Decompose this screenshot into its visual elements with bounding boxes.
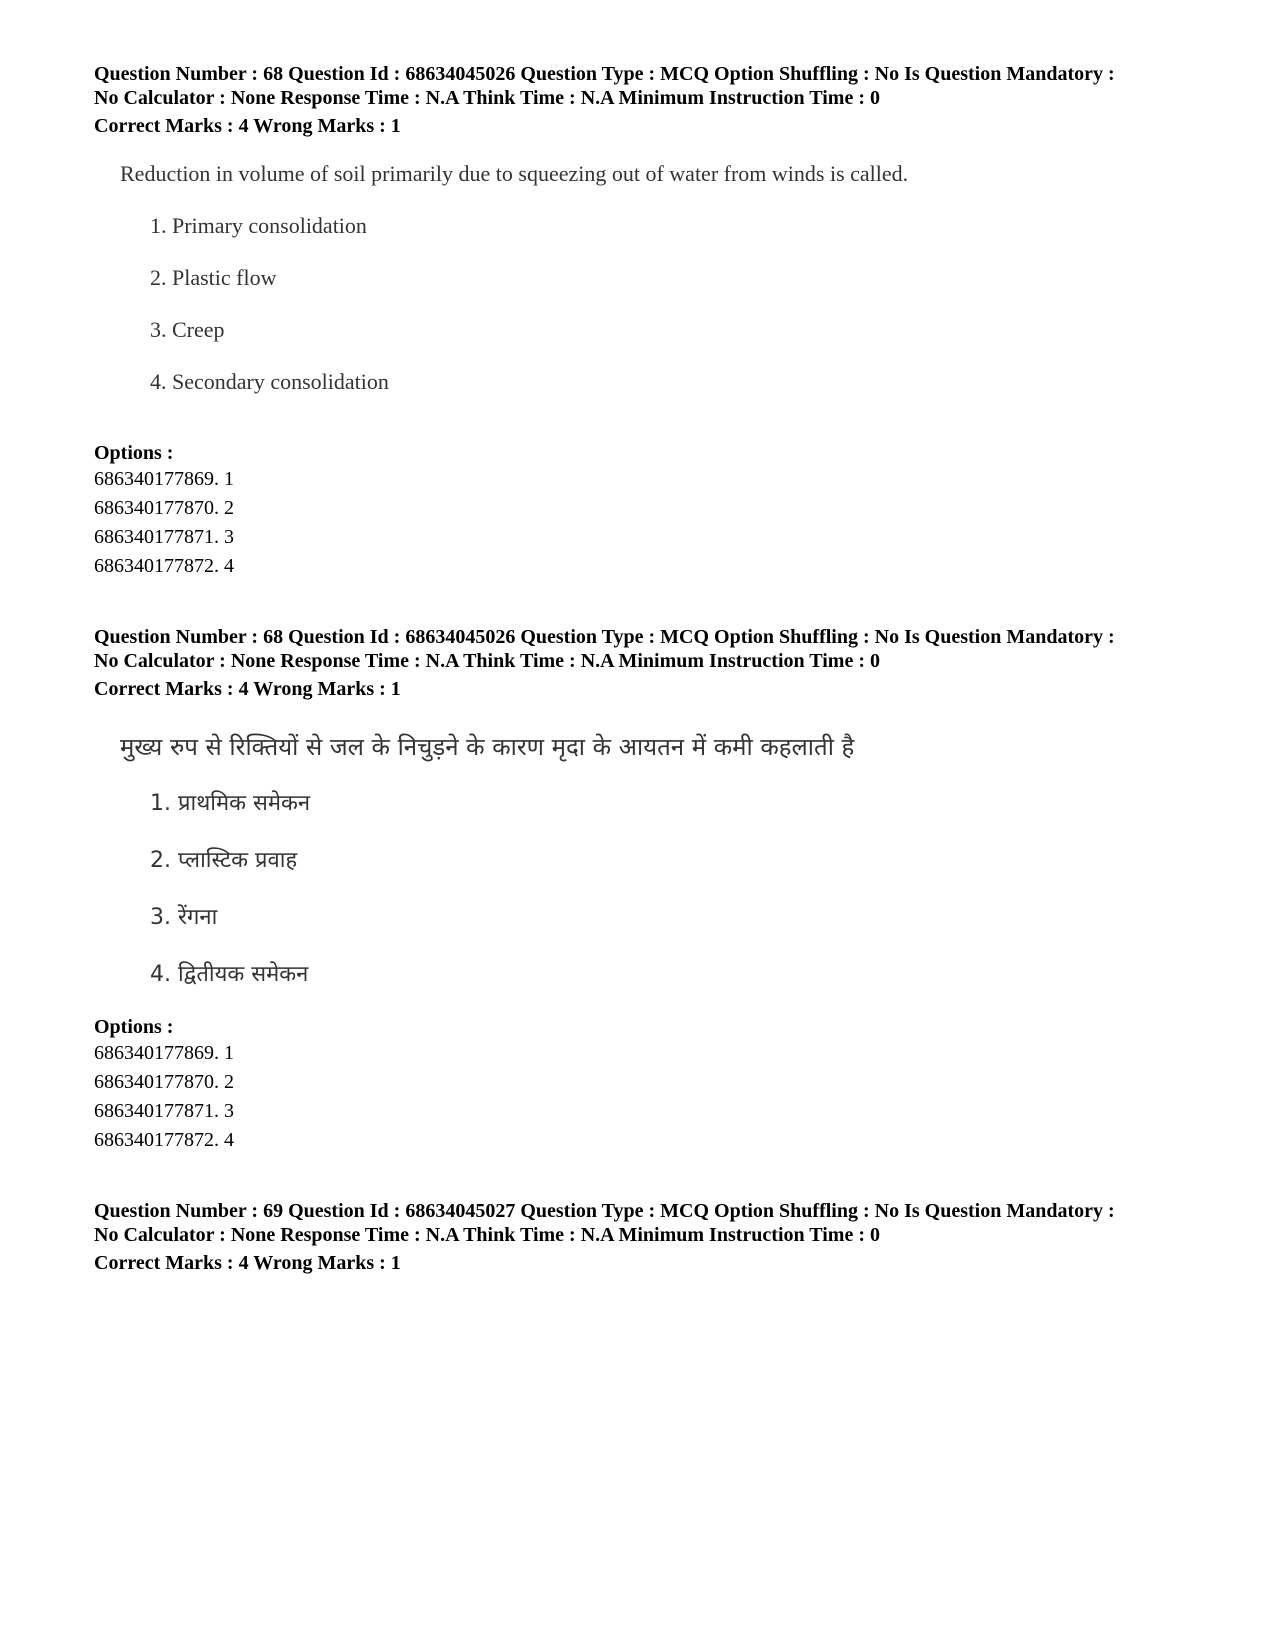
- question-stem: Reduction in volume of soil primarily due to squeezing out of water from winds is called.: [120, 161, 909, 186]
- options-label: Options :: [94, 442, 174, 464]
- option-item: 686340177871. 3: [94, 526, 234, 548]
- question-meta-line-1: Question Number : 68 Question Id : 68634045026 Question Type : MCQ Option Shuffling : No Is Question Mandatory :: [94, 63, 1115, 85]
- options-list-1: [94, 441, 234, 581]
- question-stem: मुख्य रुप से रिक्तियों से जल के निचुड़ने के कारण मृदा के आयतन में कमी कहलाती है: [120, 733, 855, 761]
- option-item: 686340177872. 4: [94, 1129, 234, 1151]
- option-item: 686340177870. 2: [94, 1071, 234, 1093]
- question-image-english: [94, 160, 1214, 396]
- question-choice-2: 2. Plastic flow: [150, 265, 277, 290]
- question-marks-line: Correct Marks : 4 Wrong Marks : 1: [94, 678, 401, 700]
- question-header-2: [94, 625, 1214, 701]
- question-meta-line-2: No Calculator : None Response Time : N.A Think Time : N.A Minimum Instruction Time : 0: [94, 87, 880, 109]
- question-meta-line-1: Question Number : 69 Question Id : 68634045027 Question Type : MCQ Option Shuffling : No Is Question Mandatory :: [94, 1200, 1115, 1222]
- question-choice-3: 3. रेंगना: [150, 905, 218, 930]
- question-meta-line-2: No Calculator : None Response Time : N.A Think Time : N.A Minimum Instruction Time : 0: [94, 1224, 880, 1246]
- option-item: 686340177871. 3: [94, 1100, 234, 1122]
- question-choice-4: 4. द्वितीयक समेकन: [150, 962, 309, 987]
- question-meta-line-2: No Calculator : None Response Time : N.A Think Time : N.A Minimum Instruction Time : 0: [94, 650, 880, 672]
- options-label: Options :: [94, 1016, 174, 1038]
- option-item: 686340177872. 4: [94, 555, 234, 577]
- question-choice-4: 4. Secondary consolidation: [150, 369, 389, 394]
- question-image-hindi: [94, 732, 1214, 990]
- question-choice-1: 1. Primary consolidation: [150, 213, 367, 238]
- question-choice-1: 1. प्राथमिक समेकन: [150, 791, 311, 816]
- question-marks-line: Correct Marks : 4 Wrong Marks : 1: [94, 1252, 401, 1274]
- question-marks-line: Correct Marks : 4 Wrong Marks : 1: [94, 115, 401, 137]
- question-choice-3: 3. Creep: [150, 317, 225, 342]
- question-header-1: [94, 62, 1214, 138]
- question-header-3: [94, 1199, 1214, 1275]
- question-choice-2: 2. प्लास्टिक प्रवाह: [150, 848, 298, 873]
- question-content: [94, 732, 1214, 990]
- question-content: [94, 160, 1214, 396]
- option-item: 686340177869. 1: [94, 468, 234, 490]
- options-list-2: [94, 1015, 234, 1155]
- question-meta-line-1: Question Number : 68 Question Id : 68634045026 Question Type : MCQ Option Shuffling : No Is Question Mandatory :: [94, 626, 1115, 648]
- option-item: 686340177870. 2: [94, 497, 234, 519]
- option-item: 686340177869. 1: [94, 1042, 234, 1064]
